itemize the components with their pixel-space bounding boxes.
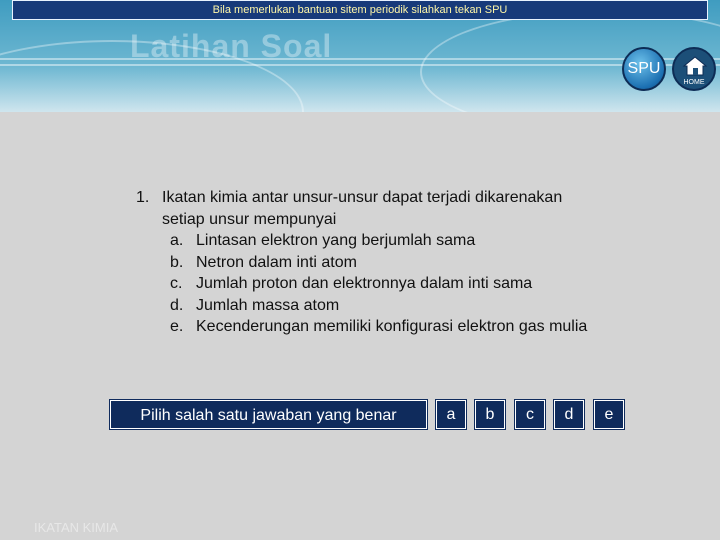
footer-title: IKATAN KIMIA xyxy=(34,520,119,535)
option-letter: b. xyxy=(170,253,184,271)
option-letter: e. xyxy=(170,318,184,335)
answer-prompt: Pilih salah satu jawaban yang benar xyxy=(110,400,427,429)
home-button[interactable] xyxy=(672,47,716,91)
spu-button[interactable]: SPU xyxy=(622,47,666,91)
question-number: 1. xyxy=(136,189,150,206)
option-text: Jumlah massa atom xyxy=(196,296,340,314)
option-e xyxy=(136,316,696,338)
option-letter: c. xyxy=(170,275,183,292)
answer-button-d[interactable]: d xyxy=(554,400,584,429)
option-text: Jumlah proton dan elektronnya dalam inti sama xyxy=(196,275,533,292)
option-b xyxy=(136,252,696,274)
option-letter: a. xyxy=(170,232,184,249)
question-block xyxy=(136,187,696,338)
option-a xyxy=(136,230,696,252)
answer-button-e[interactable]: e xyxy=(594,400,624,429)
ghost-title: Latihan Soal xyxy=(130,28,333,64)
question-text-line1: Ikatan kimia antar unsur-unsur dapat terjadi dikarenakan xyxy=(162,189,563,206)
question-text xyxy=(162,187,562,230)
answer-button-b[interactable]: b xyxy=(475,400,505,429)
help-notice: Bila memerlukan bantuan sitem periodik silahkan tekan SPU xyxy=(12,0,708,20)
question-text-line2: setiap unsur mempunyai xyxy=(162,210,337,228)
home-label: HOME xyxy=(683,79,705,86)
home-icon xyxy=(682,55,708,77)
answer-button-a[interactable]: a xyxy=(436,400,466,429)
option-text: Netron dalam inti atom xyxy=(196,253,357,271)
question-stem xyxy=(136,187,696,230)
option-c xyxy=(136,273,696,295)
option-letter: d. xyxy=(170,296,184,314)
answer-button-c[interactable]: c xyxy=(515,400,545,429)
option-text: Kecenderungan memiliki konfigurasi elektron gas mulia xyxy=(196,318,588,335)
option-text: Lintasan elektron yang berjumlah sama xyxy=(196,232,476,249)
option-d xyxy=(136,295,696,317)
